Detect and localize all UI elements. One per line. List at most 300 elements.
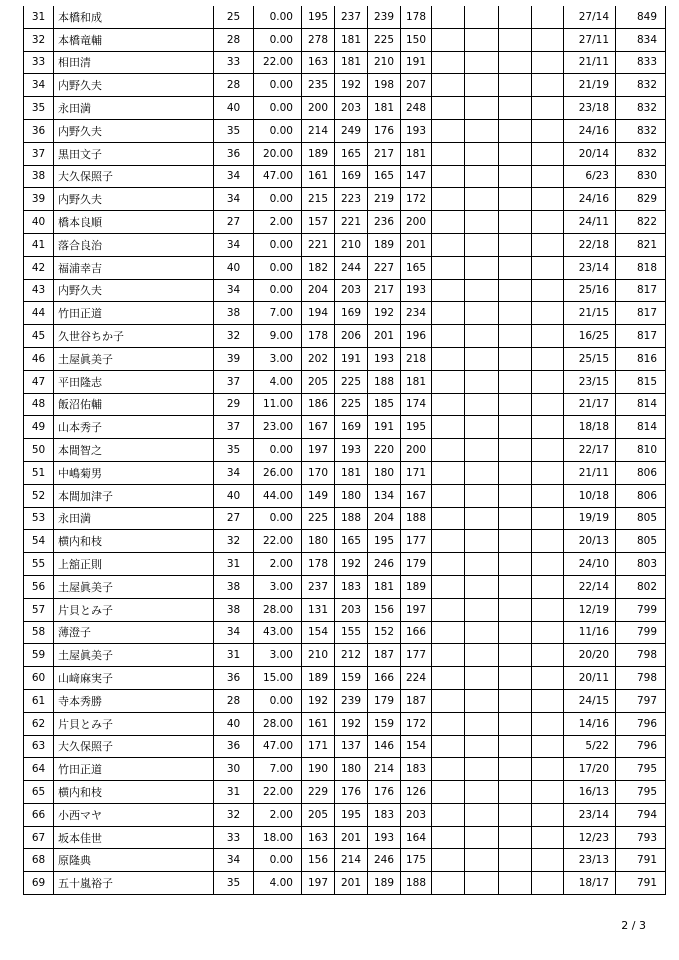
age-cell: 31 <box>214 553 254 576</box>
table-row <box>24 51 666 74</box>
empty-cell <box>532 507 564 530</box>
game-1-score: 171 <box>302 735 335 758</box>
ratio-cell: 21/11 <box>564 51 616 74</box>
empty-cell <box>532 279 564 302</box>
empty-cell <box>532 803 564 826</box>
player-name: 薄澄子 <box>54 621 214 644</box>
game-4-score: 174 <box>401 393 432 416</box>
table-row <box>24 256 666 279</box>
empty-cell <box>499 621 532 644</box>
game-2-score: 237 <box>335 6 368 28</box>
empty-cell <box>432 97 465 120</box>
empty-cell <box>499 370 532 393</box>
empty-cell <box>532 51 564 74</box>
age-cell: 28 <box>214 74 254 97</box>
empty-cell <box>432 849 465 872</box>
table-row <box>24 28 666 51</box>
total-score: 817 <box>616 279 666 302</box>
game-4-score: 188 <box>401 872 432 895</box>
game-2-score: 210 <box>335 233 368 256</box>
game-2-score: 225 <box>335 370 368 393</box>
ratio-cell: 21/15 <box>564 302 616 325</box>
game-4-score: 195 <box>401 416 432 439</box>
empty-cell <box>432 803 465 826</box>
empty-cell <box>532 735 564 758</box>
handicap-cell: 2.00 <box>254 211 302 234</box>
player-name: 本間智之 <box>54 439 214 462</box>
player-name: 相田清 <box>54 51 214 74</box>
empty-cell <box>499 347 532 370</box>
game-1-score: 202 <box>302 347 335 370</box>
empty-cell <box>465 553 499 576</box>
game-3-score: 191 <box>368 416 401 439</box>
total-score: 816 <box>616 347 666 370</box>
handicap-cell: 26.00 <box>254 461 302 484</box>
total-score: 832 <box>616 74 666 97</box>
age-cell: 32 <box>214 803 254 826</box>
row-number: 51 <box>24 461 54 484</box>
empty-cell <box>499 644 532 667</box>
age-cell: 36 <box>214 667 254 690</box>
game-1-score: 237 <box>302 575 335 598</box>
empty-cell <box>465 461 499 484</box>
empty-cell <box>532 849 564 872</box>
player-name: 橋本良順 <box>54 211 214 234</box>
ratio-cell: 24/10 <box>564 553 616 576</box>
empty-cell <box>532 461 564 484</box>
game-3-score: 165 <box>368 165 401 188</box>
empty-cell <box>499 553 532 576</box>
row-number: 67 <box>24 826 54 849</box>
empty-cell <box>432 325 465 348</box>
game-3-score: 185 <box>368 393 401 416</box>
ratio-cell: 18/18 <box>564 416 616 439</box>
game-4-score: 218 <box>401 347 432 370</box>
age-cell: 27 <box>214 507 254 530</box>
empty-cell <box>532 872 564 895</box>
player-name: 坂本佳世 <box>54 826 214 849</box>
empty-cell <box>532 439 564 462</box>
row-number: 69 <box>24 872 54 895</box>
game-2-score: 181 <box>335 28 368 51</box>
ratio-cell: 16/25 <box>564 325 616 348</box>
empty-cell <box>465 826 499 849</box>
ratio-cell: 16/13 <box>564 781 616 804</box>
player-name: 本間加津子 <box>54 484 214 507</box>
table-row <box>24 142 666 165</box>
game-4-score: 234 <box>401 302 432 325</box>
empty-cell <box>499 119 532 142</box>
empty-cell <box>465 507 499 530</box>
empty-cell <box>432 712 465 735</box>
empty-cell <box>465 598 499 621</box>
empty-cell <box>432 51 465 74</box>
empty-cell <box>499 826 532 849</box>
empty-cell <box>532 165 564 188</box>
empty-cell <box>432 735 465 758</box>
game-1-score: 178 <box>302 325 335 348</box>
game-2-score: 176 <box>335 781 368 804</box>
empty-cell <box>432 256 465 279</box>
total-score: 829 <box>616 188 666 211</box>
age-cell: 34 <box>214 849 254 872</box>
empty-cell <box>432 507 465 530</box>
game-4-score: 164 <box>401 826 432 849</box>
age-cell: 40 <box>214 712 254 735</box>
row-number: 32 <box>24 28 54 51</box>
game-3-score: 246 <box>368 553 401 576</box>
table-row <box>24 781 666 804</box>
total-score: 797 <box>616 689 666 712</box>
game-2-score: 191 <box>335 347 368 370</box>
empty-cell <box>499 507 532 530</box>
empty-cell <box>465 393 499 416</box>
table-row <box>24 872 666 895</box>
row-number: 52 <box>24 484 54 507</box>
empty-cell <box>499 188 532 211</box>
table-row <box>24 826 666 849</box>
game-1-score: 200 <box>302 97 335 120</box>
empty-cell <box>465 119 499 142</box>
row-number: 38 <box>24 165 54 188</box>
table-row <box>24 667 666 690</box>
row-number: 46 <box>24 347 54 370</box>
game-2-score: 165 <box>335 530 368 553</box>
row-number: 33 <box>24 51 54 74</box>
total-score: 849 <box>616 6 666 28</box>
empty-cell <box>532 233 564 256</box>
handicap-cell: 28.00 <box>254 598 302 621</box>
handicap-cell: 3.00 <box>254 575 302 598</box>
handicap-cell: 2.00 <box>254 803 302 826</box>
row-number: 55 <box>24 553 54 576</box>
handicap-cell: 9.00 <box>254 325 302 348</box>
row-number: 37 <box>24 142 54 165</box>
ratio-cell: 17/20 <box>564 758 616 781</box>
game-3-score: 239 <box>368 6 401 28</box>
game-4-score: 196 <box>401 325 432 348</box>
table-row <box>24 758 666 781</box>
player-name: 大久保照子 <box>54 165 214 188</box>
player-name: 竹田正道 <box>54 302 214 325</box>
age-cell: 36 <box>214 142 254 165</box>
empty-cell <box>532 530 564 553</box>
row-number: 48 <box>24 393 54 416</box>
player-name: 上舘正則 <box>54 553 214 576</box>
empty-cell <box>499 325 532 348</box>
game-4-score: 167 <box>401 484 432 507</box>
game-2-score: 181 <box>335 51 368 74</box>
age-cell: 28 <box>214 28 254 51</box>
handicap-cell: 0.00 <box>254 233 302 256</box>
empty-cell <box>532 575 564 598</box>
empty-cell <box>432 165 465 188</box>
total-score: 795 <box>616 781 666 804</box>
game-2-score: 206 <box>335 325 368 348</box>
empty-cell <box>499 416 532 439</box>
player-name: 黒田文子 <box>54 142 214 165</box>
total-score: 814 <box>616 416 666 439</box>
empty-cell <box>465 621 499 644</box>
game-4-score: 193 <box>401 279 432 302</box>
player-name: 土屋眞美子 <box>54 575 214 598</box>
table-row <box>24 735 666 758</box>
player-name: 本橋竜輔 <box>54 28 214 51</box>
empty-cell <box>532 142 564 165</box>
handicap-cell: 44.00 <box>254 484 302 507</box>
row-number: 60 <box>24 667 54 690</box>
table-row <box>24 211 666 234</box>
table-row <box>24 188 666 211</box>
empty-cell <box>432 28 465 51</box>
age-cell: 37 <box>214 370 254 393</box>
empty-cell <box>432 530 465 553</box>
handicap-cell: 23.00 <box>254 416 302 439</box>
table-row <box>24 302 666 325</box>
table-row <box>24 553 666 576</box>
table-body <box>24 6 666 895</box>
total-score: 794 <box>616 803 666 826</box>
age-cell: 32 <box>214 325 254 348</box>
handicap-cell: 22.00 <box>254 530 302 553</box>
player-name: 大久保照子 <box>54 735 214 758</box>
player-name: 福浦幸吉 <box>54 256 214 279</box>
game-2-score: 169 <box>335 165 368 188</box>
handicap-cell: 22.00 <box>254 781 302 804</box>
row-number: 34 <box>24 74 54 97</box>
empty-cell <box>465 484 499 507</box>
table-row <box>24 393 666 416</box>
total-score: 818 <box>616 256 666 279</box>
ratio-cell: 19/19 <box>564 507 616 530</box>
ratio-cell: 22/17 <box>564 439 616 462</box>
player-name: 横内和枝 <box>54 530 214 553</box>
handicap-cell: 0.00 <box>254 849 302 872</box>
table-row <box>24 849 666 872</box>
game-1-score: 210 <box>302 644 335 667</box>
total-score: 806 <box>616 461 666 484</box>
game-2-score: 180 <box>335 758 368 781</box>
ratio-cell: 21/19 <box>564 74 616 97</box>
age-cell: 34 <box>214 188 254 211</box>
empty-cell <box>432 689 465 712</box>
empty-cell <box>499 28 532 51</box>
handicap-cell: 0.00 <box>254 97 302 120</box>
empty-cell <box>465 211 499 234</box>
table-row <box>24 530 666 553</box>
game-1-score: 156 <box>302 849 335 872</box>
game-1-score: 189 <box>302 667 335 690</box>
game-1-score: 214 <box>302 119 335 142</box>
game-1-score: 235 <box>302 74 335 97</box>
player-name: 内野久夫 <box>54 188 214 211</box>
ratio-cell: 24/16 <box>564 188 616 211</box>
game-2-score: 214 <box>335 849 368 872</box>
empty-cell <box>465 849 499 872</box>
table-row <box>24 575 666 598</box>
player-name: 飯沼佑輔 <box>54 393 214 416</box>
ratio-cell: 23/18 <box>564 97 616 120</box>
empty-cell <box>499 233 532 256</box>
empty-cell <box>532 188 564 211</box>
game-1-score: 186 <box>302 393 335 416</box>
game-4-score: 183 <box>401 758 432 781</box>
game-1-score: 149 <box>302 484 335 507</box>
game-2-score: 192 <box>335 74 368 97</box>
empty-cell <box>499 302 532 325</box>
ratio-cell: 14/16 <box>564 712 616 735</box>
total-score: 814 <box>616 393 666 416</box>
game-4-score: 165 <box>401 256 432 279</box>
total-score: 791 <box>616 849 666 872</box>
empty-cell <box>432 393 465 416</box>
empty-cell <box>499 211 532 234</box>
ratio-cell: 25/16 <box>564 279 616 302</box>
game-4-score: 177 <box>401 644 432 667</box>
table-row <box>24 6 666 28</box>
empty-cell <box>432 279 465 302</box>
game-3-score: 204 <box>368 507 401 530</box>
table-row <box>24 97 666 120</box>
empty-cell <box>532 74 564 97</box>
empty-cell <box>432 347 465 370</box>
empty-cell <box>499 849 532 872</box>
empty-cell <box>532 667 564 690</box>
game-4-score: 166 <box>401 621 432 644</box>
empty-cell <box>532 621 564 644</box>
game-2-score: 193 <box>335 439 368 462</box>
empty-cell <box>465 233 499 256</box>
player-name: 寺本秀勝 <box>54 689 214 712</box>
age-cell: 36 <box>214 735 254 758</box>
game-1-score: 190 <box>302 758 335 781</box>
empty-cell <box>532 370 564 393</box>
empty-cell <box>499 735 532 758</box>
total-score: 832 <box>616 119 666 142</box>
age-cell: 33 <box>214 51 254 74</box>
empty-cell <box>499 484 532 507</box>
table-row <box>24 484 666 507</box>
game-1-score: 278 <box>302 28 335 51</box>
total-score: 799 <box>616 598 666 621</box>
age-cell: 35 <box>214 872 254 895</box>
ratio-cell: 22/18 <box>564 233 616 256</box>
empty-cell <box>465 165 499 188</box>
game-2-score: 239 <box>335 689 368 712</box>
game-1-score: 221 <box>302 233 335 256</box>
game-3-score: 181 <box>368 575 401 598</box>
empty-cell <box>465 872 499 895</box>
player-name: 山﨑麻実子 <box>54 667 214 690</box>
empty-cell <box>432 119 465 142</box>
table-row <box>24 598 666 621</box>
row-number: 40 <box>24 211 54 234</box>
game-3-score: 180 <box>368 461 401 484</box>
game-2-score: 203 <box>335 279 368 302</box>
empty-cell <box>465 781 499 804</box>
game-3-score: 179 <box>368 689 401 712</box>
empty-cell <box>532 644 564 667</box>
game-4-score: 193 <box>401 119 432 142</box>
game-4-score: 200 <box>401 211 432 234</box>
game-4-score: 171 <box>401 461 432 484</box>
game-4-score: 248 <box>401 97 432 120</box>
game-2-score: 249 <box>335 119 368 142</box>
table-row <box>24 439 666 462</box>
empty-cell <box>499 598 532 621</box>
ratio-cell: 5/22 <box>564 735 616 758</box>
empty-cell <box>532 211 564 234</box>
game-4-score: 191 <box>401 51 432 74</box>
empty-cell <box>465 302 499 325</box>
handicap-cell: 0.00 <box>254 74 302 97</box>
handicap-cell: 43.00 <box>254 621 302 644</box>
empty-cell <box>465 256 499 279</box>
empty-cell <box>432 6 465 28</box>
total-score: 805 <box>616 530 666 553</box>
table-row <box>24 119 666 142</box>
game-2-score: 223 <box>335 188 368 211</box>
game-1-score: 131 <box>302 598 335 621</box>
game-1-score: 195 <box>302 6 335 28</box>
empty-cell <box>432 211 465 234</box>
empty-cell <box>465 689 499 712</box>
game-3-score: 189 <box>368 872 401 895</box>
empty-cell <box>499 142 532 165</box>
empty-cell <box>465 188 499 211</box>
game-2-score: 192 <box>335 553 368 576</box>
empty-cell <box>432 598 465 621</box>
age-cell: 34 <box>214 233 254 256</box>
handicap-cell: 20.00 <box>254 142 302 165</box>
player-name: 竹田正道 <box>54 758 214 781</box>
empty-cell <box>465 530 499 553</box>
table-row <box>24 370 666 393</box>
age-cell: 38 <box>214 598 254 621</box>
game-3-score: 193 <box>368 826 401 849</box>
empty-cell <box>532 689 564 712</box>
ratio-cell: 21/11 <box>564 461 616 484</box>
row-number: 66 <box>24 803 54 826</box>
empty-cell <box>499 712 532 735</box>
total-score: 833 <box>616 51 666 74</box>
ratio-cell: 18/17 <box>564 872 616 895</box>
total-score: 796 <box>616 712 666 735</box>
game-2-score: 165 <box>335 142 368 165</box>
empty-cell <box>465 28 499 51</box>
age-cell: 28 <box>214 689 254 712</box>
total-score: 830 <box>616 165 666 188</box>
game-1-score: 170 <box>302 461 335 484</box>
game-3-score: 219 <box>368 188 401 211</box>
table-row <box>24 689 666 712</box>
ratio-cell: 22/14 <box>564 575 616 598</box>
handicap-cell: 0.00 <box>254 119 302 142</box>
game-1-score: 163 <box>302 51 335 74</box>
game-1-score: 180 <box>302 530 335 553</box>
empty-cell <box>532 393 564 416</box>
age-cell: 40 <box>214 97 254 120</box>
empty-cell <box>432 416 465 439</box>
ratio-cell: 21/17 <box>564 393 616 416</box>
handicap-cell: 0.00 <box>254 279 302 302</box>
player-name: 片貝とみ子 <box>54 598 214 621</box>
total-score: 798 <box>616 644 666 667</box>
game-3-score: 201 <box>368 325 401 348</box>
row-number: 58 <box>24 621 54 644</box>
total-score: 817 <box>616 325 666 348</box>
ratio-cell: 20/20 <box>564 644 616 667</box>
